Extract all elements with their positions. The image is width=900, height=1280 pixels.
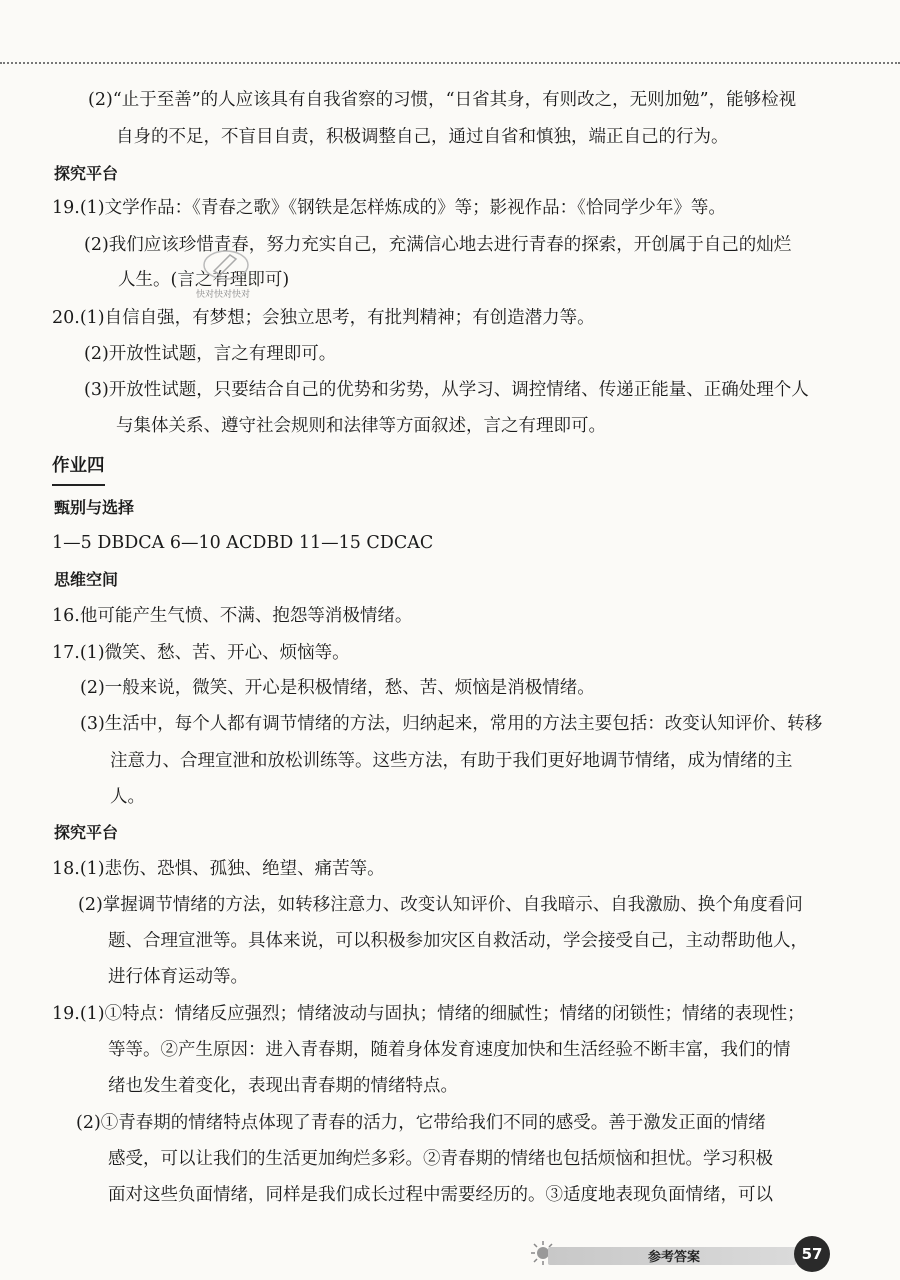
answer-line: 人。 xyxy=(110,787,145,807)
answer-line: 17.(1)微笑、愁、苦、开心、烦恼等。 xyxy=(52,643,350,663)
answer-line: 19.(1)①特点：情绪反应强烈；情绪波动与固执；情绪的细腻性；情绪的闭锁性；情绪的表现性； xyxy=(52,1004,805,1024)
subheading: 思维空间 xyxy=(54,570,119,589)
answer-line: 感受，可以让我们的生活更加绚烂多彩。②青春期的情绪也包括烦恼和担忧。学习积极 xyxy=(108,1149,773,1169)
footer-label: 参考答案 xyxy=(648,1250,701,1265)
answer-line: 与集体关系、遵守社会规则和法律等方面叙述，言之有理即可。 xyxy=(116,416,606,436)
answer-line: 进行体育运动等。 xyxy=(108,967,248,987)
answer-line: 注意力、合理宣泄和放松训练等。这些方法，有助于我们更好地调节情绪，成为情绪的主 xyxy=(110,751,793,771)
answer-line: 等等。②产生原因：进入青春期，随着身体发育速度加快和生活经验不断丰富，我们的情 xyxy=(108,1040,791,1060)
answer-line: (2)掌握调节情绪的方法，如转移注意力、改变认知评价、自我暗示、自我激励、换个角度看问 xyxy=(78,895,803,915)
answer-line: (2)“止于至善”的人应该具有自我省察的习惯，“日省其身，有则改之，无则加勉”，能够检视 xyxy=(88,90,797,110)
watermark-logo-icon xyxy=(200,245,252,285)
answer-line: (2)开放性试题，言之有理即可。 xyxy=(84,344,337,364)
answer-key-line: 1—5 DBDCA 6—10 ACDBD 11—15 CDCAC xyxy=(52,533,434,553)
answer-line: 20.(1)自信自强，有梦想；会独立思考，有批判精神；有创造潜力等。 xyxy=(52,308,595,328)
answer-line: 16.他可能产生气愤、不满、抱怨等消极情绪。 xyxy=(52,606,413,626)
watermark-text: 快对快对快对 xyxy=(196,290,251,300)
section-title: 作业四 xyxy=(52,454,105,486)
answer-line: (2)①青春期的情绪特点体现了青春的活力，它带给我们不同的感受。善于激发正面的情绪 xyxy=(76,1113,766,1133)
top-dotted-rule xyxy=(0,62,900,64)
page-number: 57 xyxy=(794,1236,830,1272)
subheading: 探究平台 xyxy=(54,823,119,842)
answer-line: 面对这些负面情绪，同样是我们成长过程中需要经历的。③适度地表现负面情绪，可以 xyxy=(108,1185,773,1205)
answer-line: 19.(1)文学作品：《青春之歌》《钢铁是怎样炼成的》等；影视作品：《恰同学少年》等。 xyxy=(52,198,726,218)
answer-line: 18.(1)悲伤、恐惧、孤独、绝望、痛苦等。 xyxy=(52,859,385,879)
answer-line: 绪也发生着变化，表现出青春期的情绪特点。 xyxy=(108,1076,458,1096)
answer-line: (3)生活中，每个人都有调节情绪的方法，归纳起来，常用的方法主要包括：改变认知评价、转移 xyxy=(80,714,823,734)
answer-line: 人生。(言之有理即可) xyxy=(118,270,290,290)
answer-line: (3)开放性试题，只要结合自己的优势和劣势，从学习、调控情绪、传递正能量、正确处理个人 xyxy=(84,380,809,400)
subheading: 探究平台 xyxy=(54,164,119,183)
answer-line: 自身的不足，不盲目自责，积极调整自己，通过自省和慎独，端正自己的行为。 xyxy=(116,127,729,147)
answer-line: (2)我们应该珍惜青春，努力充实自己，充满信心地去进行青春的探索，开创属于自己的灿烂 xyxy=(84,235,792,255)
answer-line: (2)一般来说，微笑、开心是积极情绪，愁、苦、烦恼是消极情绪。 xyxy=(80,678,595,698)
subheading: 甄别与选择 xyxy=(54,498,135,517)
answer-line: 题、合理宣泄等。具体来说，可以积极参加灾区自救活动，学会接受自己，主动帮助他人， xyxy=(108,931,808,951)
